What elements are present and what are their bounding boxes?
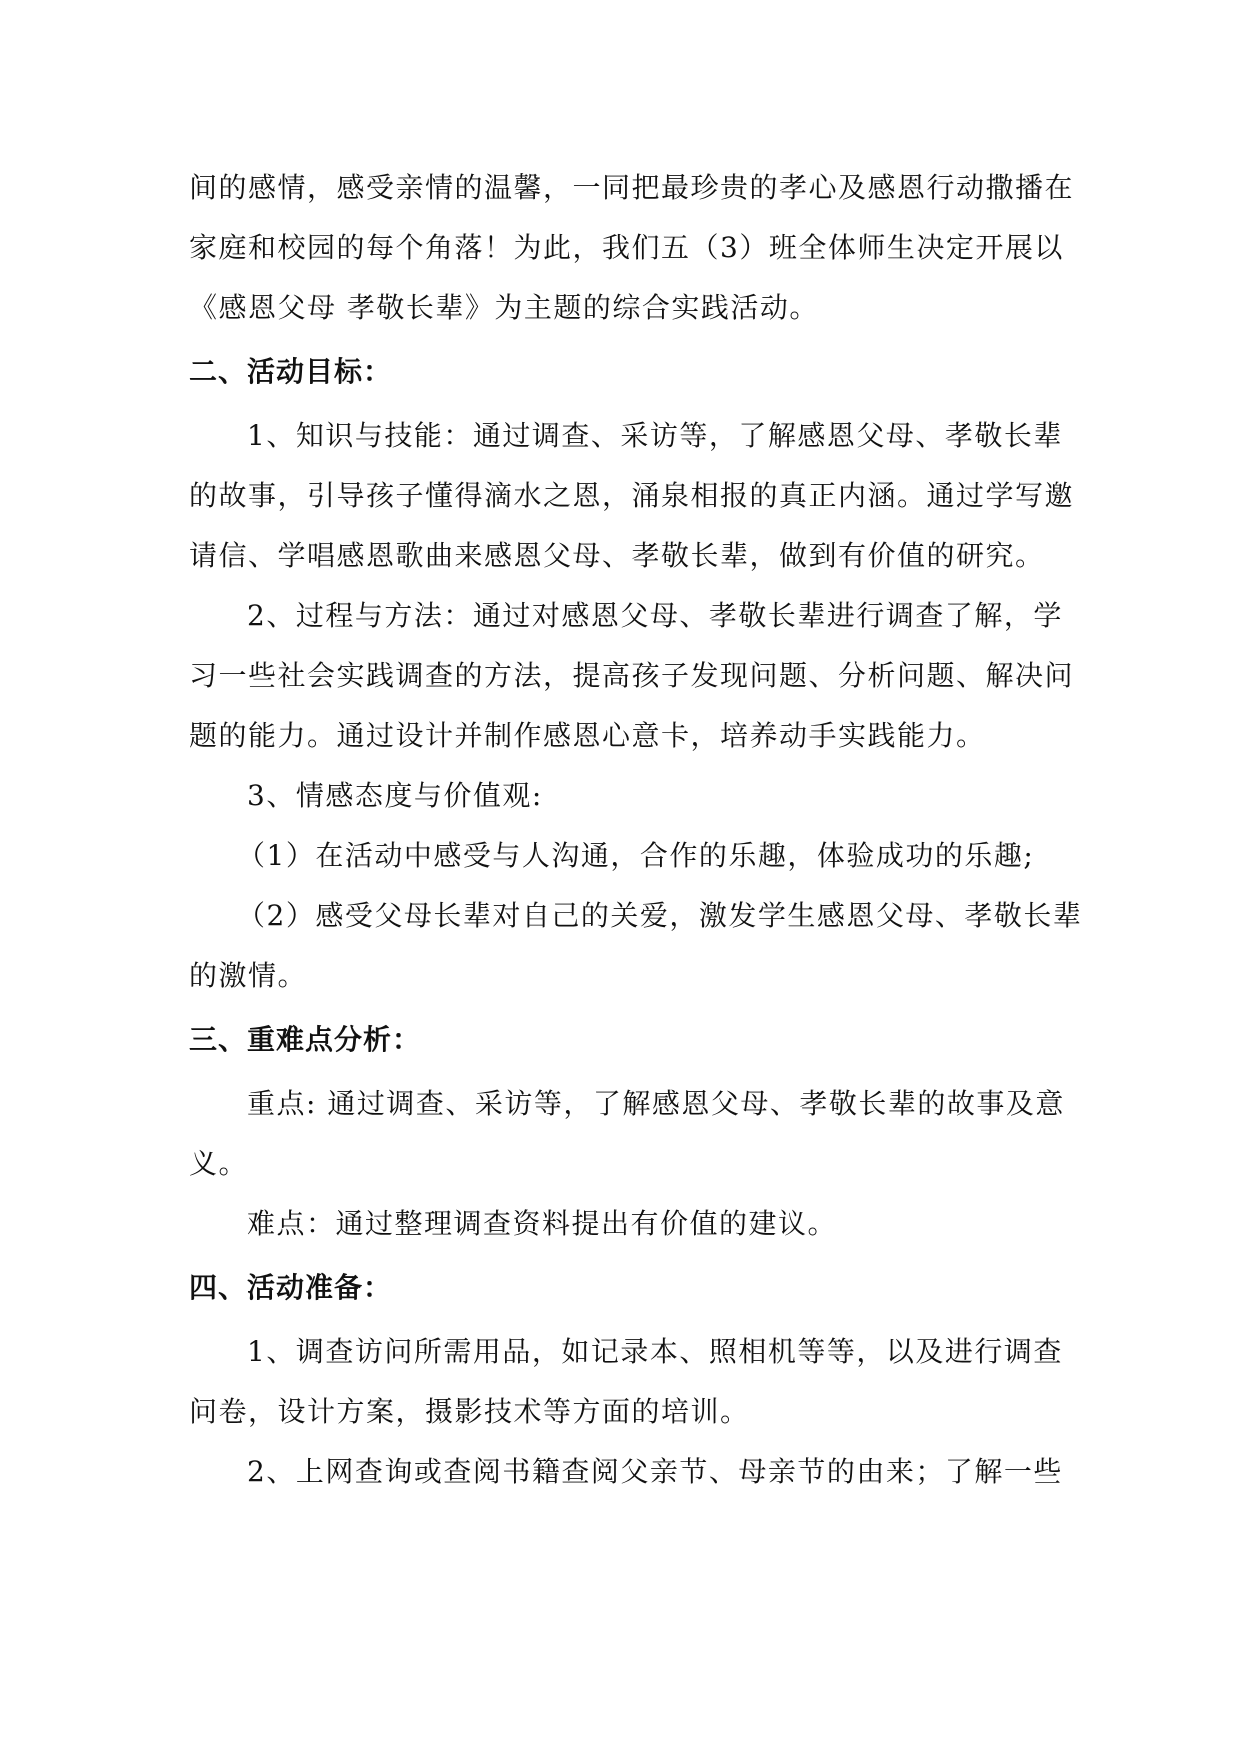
intro-line-3: 《感恩父母 孝敬长辈》为主题的综合实践活动。	[189, 291, 819, 324]
goal-1-line-3: 请信、学唱感恩歌曲来感恩父母、孝敬长辈，做到有价值的研究。	[189, 539, 1045, 572]
prep-1-line-2: 问卷，设计方案，摄影技术等方面的培训。	[189, 1395, 750, 1428]
goal-3-sub-2-line-2: 的激情。	[189, 959, 308, 992]
section-heading-preparation: 四、活动准备：	[189, 1271, 393, 1304]
intro-line-2: 家庭和校园的每个角落！为此，我们五（3）班全体师生决定开展以	[189, 231, 1064, 264]
prep-1-line-1: 1、调查访问所需用品，如记录本、照相机等等，以及进行调查	[247, 1335, 1063, 1368]
document-body	[189, 158, 1083, 1502]
difficulty-line: 难点：通过整理调查资料提出有价值的建议。	[247, 1207, 838, 1240]
goal-2-line-2: 习一些社会实践调查的方法，提高孩子发现问题、分析问题、解决问	[189, 659, 1075, 692]
goal-1-line-2: 的故事，引导孩子懂得滴水之恩，涌泉相报的真正内涵。通过学写邀	[189, 479, 1075, 512]
key-point-line-2: 义。	[189, 1147, 249, 1180]
prep-2-line-1: 2、上网查询或查阅书籍查阅父亲节、母亲节的由来；了解一些	[247, 1455, 1063, 1488]
goal-2-line-3: 题的能力。通过设计并制作感恩心意卡，培养动手实践能力。	[189, 719, 986, 752]
section-heading-goals: 二、活动目标：	[189, 355, 393, 388]
goal-1-line-1: 1、知识与技能：通过调查、采访等，了解感恩父母、孝敬长辈	[247, 419, 1063, 452]
intro-line-1: 间的感情，感受亲情的温馨，一同把最珍贵的孝心及感恩行动撒播在	[189, 171, 1075, 204]
goal-3-sub-2-line-1: （2）感受父母长辈对自己的关爱，激发学生感恩父母、孝敬长辈	[237, 899, 1083, 932]
goal-3-title: 3、情感态度与价值观:	[247, 779, 543, 812]
goal-3-sub-1: （1）在活动中感受与人沟通，合作的乐趣，体验成功的乐趣;	[237, 839, 1035, 872]
goal-2-line-1: 2、过程与方法：通过对感恩父母、孝敬长辈进行调查了解，学	[247, 599, 1063, 632]
key-point-line-1: 重点: 通过调查、采访等，了解感恩父母、孝敬长辈的故事及意	[247, 1087, 1065, 1120]
section-heading-key-points: 三、重难点分析：	[189, 1023, 422, 1056]
